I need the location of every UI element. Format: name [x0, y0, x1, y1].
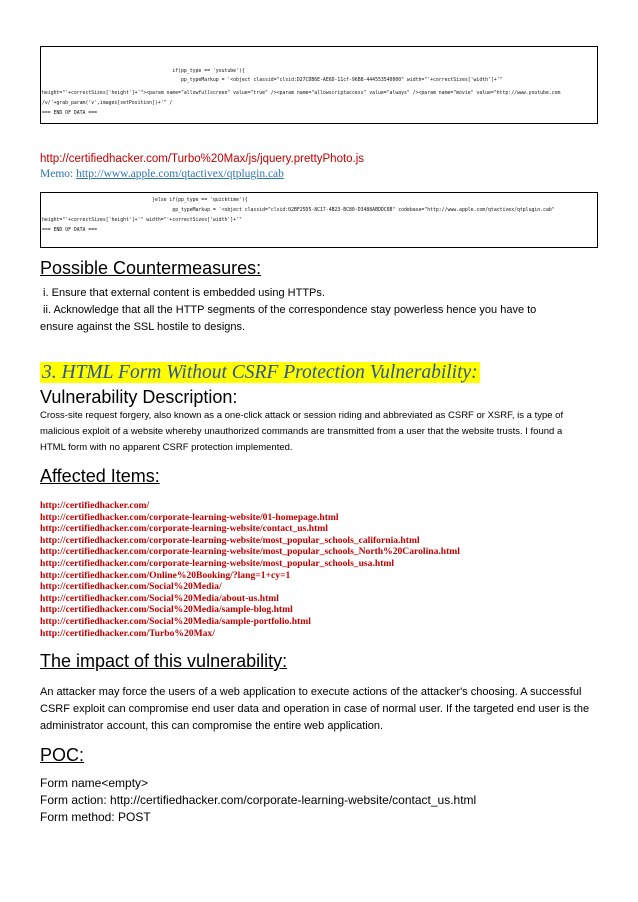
affected-url[interactable]: http://certifiedhacker.com/Social%20Media/sample-blog.html — [40, 604, 293, 616]
affected-url[interactable]: http://certifiedhacker.com/corporate-learning-website/contact_us.html — [40, 523, 328, 535]
poc-form-action: Form action: http://certifiedhacker.com/corporate-learning-website/contact_us.html — [40, 793, 477, 807]
description-text: malicious exploit of a website whereby unauthorized commands are transmitted from a user that the website trusts. I found a — [40, 426, 563, 437]
memo-line — [40, 168, 284, 180]
affected-url[interactable]: http://certifiedhacker.com/ — [40, 500, 150, 511]
affected-url[interactable]: http://certifiedhacker.com/corporate-learning-website/01-homepage.html — [40, 511, 339, 523]
affected-url[interactable]: http://certifiedhacker.com/Social%20Media/about-us.html — [40, 592, 279, 604]
affected-url[interactable]: http://certifiedhacker.com/Social%20Media/sample-portfolio.html — [40, 615, 311, 627]
vulnerability-title — [40, 362, 480, 384]
affected-url[interactable]: http://certifiedhacker.com/corporate-learning-website/most_popular_schools_North%20Carolina.html — [40, 546, 460, 558]
code-line: pp_typeMarkup = '<object classid="clsid:02BF25D5-8C17-4B23-BC80-D3488ABDDC6B" codebase="http://www.apple.com/qtactivex/qtplugin.cab" — [42, 207, 555, 213]
affected-url[interactable]: http://certifiedhacker.com/Online%20Booking/?lang=1+cy=1 — [40, 569, 291, 581]
code-line: === END OF DATA === — [42, 110, 98, 116]
affected-url[interactable]: http://certifiedhacker.com/corporate-learning-website/most_popular_schools_usa.html — [40, 557, 395, 569]
impact-heading: The impact of this vulnerability: — [40, 651, 288, 671]
affected-items-heading: Affected Items: — [40, 466, 160, 486]
affected-url[interactable]: http://certifiedhacker.com/corporate-learning-website/most_popular_schools_california.html — [40, 534, 420, 546]
code-line: /v/'+grab_param('v',images[setPosition])+'" / — [42, 100, 173, 106]
impact-text: CSRF exploit can compromise end user data and operation in case of normal user. If the targeted end user is the — [40, 703, 590, 715]
source-url: http://certifiedhacker.com/Turbo%20Max/js/jquery.prettyPhoto.js — [40, 153, 365, 165]
vulnerability-title-text: 3. HTML Form Without CSRF Protection Vulnerability: — [42, 362, 478, 383]
description-heading: Vulnerability Description: — [40, 387, 238, 407]
poc-form-name: Form name<empty> — [40, 776, 149, 790]
countermeasure-item: ensure against the SSL hostile to designs. — [40, 321, 246, 333]
code-line: height="'+correctSizes['height']+'" width="'+correctSizes['width']+'" — [42, 217, 242, 223]
countermeasures-heading: Possible Countermeasures: — [40, 258, 262, 278]
poc-form-method: Form method: POST — [40, 810, 151, 824]
code-line: if(pp_type == 'youtube'){ — [42, 68, 245, 74]
code-snippet-youtube — [40, 46, 598, 124]
affected-url[interactable]: http://certifiedhacker.com/Turbo%20Max/ — [40, 627, 215, 639]
code-snippet-quicktime — [40, 192, 598, 248]
countermeasure-item: ii. Acknowledge that all the HTTP segments of the correspondence stay powerless hence you have to — [40, 304, 537, 316]
code-line: }else if(pp_type == 'quicktime'){ — [42, 197, 248, 203]
code-line: height="'+correctSizes['height']+'"><param name="allowfullscreen" value="true" /><param name="allowscriptaccess" value="always" /><param name="movie" value="http://www.youtube.com — [42, 90, 561, 96]
affected-url[interactable]: http://certifiedhacker.com/Social%20Media/ — [40, 581, 222, 593]
affected-items-list — [40, 500, 460, 639]
impact-text: administrator account, this can compromise the entire web application. — [40, 720, 384, 732]
description-text: HTML form with no apparent CSRF protection implemented. — [40, 442, 293, 453]
memo-link[interactable]: http://www.apple.com/qtactivex/qtplugin.cab — [76, 168, 284, 180]
poc-heading: POC: — [40, 745, 85, 765]
impact-text: An attacker may force the users of a web application to execute actions of the attacker's choosing. A successful — [40, 686, 582, 698]
description-text: Cross-site request forgery, also known as a one-click attack or session riding and abbreviated as CSRF or XSRF, is a type of — [40, 410, 564, 421]
memo-label: Memo: — [40, 168, 77, 180]
code-line: === END OF DATA === — [42, 227, 98, 233]
countermeasure-item: i. Ensure that external content is embedded using HTTPs. — [40, 287, 325, 299]
code-line: pp_typeMarkup = '<object classid="clsid:D27CDB6E-AE6D-11cf-96B8-444553540000" width="'+correctSizes['width']+'" — [42, 77, 503, 83]
